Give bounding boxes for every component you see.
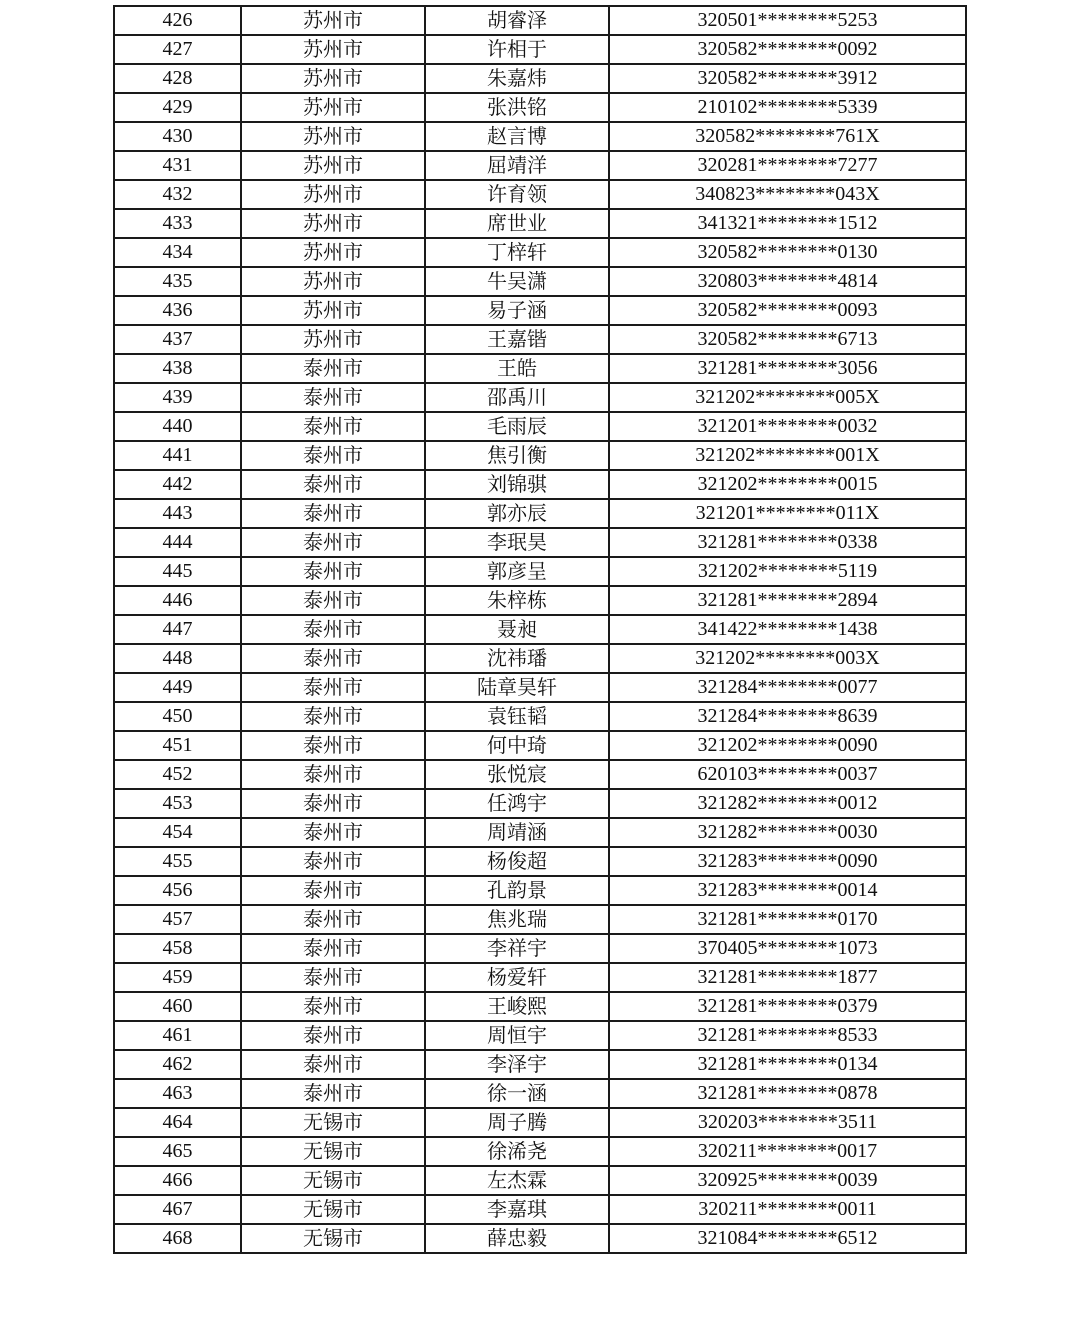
table-row bbox=[114, 644, 966, 673]
city-cell: 无锡市 bbox=[241, 1224, 425, 1253]
table-row bbox=[114, 151, 966, 180]
id-number-cell: 321282********0030 bbox=[609, 818, 966, 847]
name-cell: 杨爱轩 bbox=[425, 963, 609, 992]
city-cell: 苏州市 bbox=[241, 93, 425, 122]
table-row bbox=[114, 789, 966, 818]
name-cell: 朱嘉炜 bbox=[425, 64, 609, 93]
id-number-cell: 321202********0015 bbox=[609, 470, 966, 499]
city-cell: 泰州市 bbox=[241, 789, 425, 818]
id-number-cell: 321202********003X bbox=[609, 644, 966, 673]
id-number-cell: 210102********5339 bbox=[609, 93, 966, 122]
id-number-cell: 320501********5253 bbox=[609, 6, 966, 35]
id-number-cell: 320925********0039 bbox=[609, 1166, 966, 1195]
city-cell: 泰州市 bbox=[241, 528, 425, 557]
name-cell: 胡睿泽 bbox=[425, 6, 609, 35]
city-cell: 泰州市 bbox=[241, 760, 425, 789]
id-number-cell: 321281********8533 bbox=[609, 1021, 966, 1050]
row-number-cell: 440 bbox=[114, 412, 241, 441]
table-row bbox=[114, 354, 966, 383]
table-row bbox=[114, 93, 966, 122]
name-cell: 李珉昊 bbox=[425, 528, 609, 557]
table-row bbox=[114, 1195, 966, 1224]
row-number-cell: 465 bbox=[114, 1137, 241, 1166]
id-number-cell: 321284********0077 bbox=[609, 673, 966, 702]
table-row bbox=[114, 6, 966, 35]
id-number-cell: 321202********0090 bbox=[609, 731, 966, 760]
id-number-cell: 320582********3912 bbox=[609, 64, 966, 93]
row-number-cell: 430 bbox=[114, 122, 241, 151]
city-cell: 苏州市 bbox=[241, 267, 425, 296]
table-row bbox=[114, 992, 966, 1021]
roster-table-body bbox=[114, 6, 966, 1253]
row-number-cell: 461 bbox=[114, 1021, 241, 1050]
name-cell: 张悦宸 bbox=[425, 760, 609, 789]
name-cell: 朱梓栋 bbox=[425, 586, 609, 615]
city-cell: 苏州市 bbox=[241, 238, 425, 267]
name-cell: 牛吴潇 bbox=[425, 267, 609, 296]
city-cell: 泰州市 bbox=[241, 383, 425, 412]
row-number-cell: 448 bbox=[114, 644, 241, 673]
table-row bbox=[114, 383, 966, 412]
name-cell: 孔韵景 bbox=[425, 876, 609, 905]
row-number-cell: 468 bbox=[114, 1224, 241, 1253]
city-cell: 泰州市 bbox=[241, 470, 425, 499]
name-cell: 屈靖洋 bbox=[425, 151, 609, 180]
id-number-cell: 320211********0011 bbox=[609, 1195, 966, 1224]
city-cell: 苏州市 bbox=[241, 122, 425, 151]
name-cell: 周恒宇 bbox=[425, 1021, 609, 1050]
table-row bbox=[114, 702, 966, 731]
id-number-cell: 320281********7277 bbox=[609, 151, 966, 180]
row-number-cell: 441 bbox=[114, 441, 241, 470]
city-cell: 泰州市 bbox=[241, 818, 425, 847]
row-number-cell: 445 bbox=[114, 557, 241, 586]
city-cell: 泰州市 bbox=[241, 586, 425, 615]
city-cell: 泰州市 bbox=[241, 1079, 425, 1108]
id-number-cell: 341422********1438 bbox=[609, 615, 966, 644]
table-row bbox=[114, 731, 966, 760]
id-number-cell: 320211********0017 bbox=[609, 1137, 966, 1166]
id-number-cell: 320582********761X bbox=[609, 122, 966, 151]
id-number-cell: 321281********3056 bbox=[609, 354, 966, 383]
name-cell: 毛雨辰 bbox=[425, 412, 609, 441]
city-cell: 泰州市 bbox=[241, 412, 425, 441]
city-cell: 苏州市 bbox=[241, 180, 425, 209]
name-cell: 丁梓轩 bbox=[425, 238, 609, 267]
id-number-cell: 321284********8639 bbox=[609, 702, 966, 731]
name-cell: 焦引衡 bbox=[425, 441, 609, 470]
table-row bbox=[114, 760, 966, 789]
table-row bbox=[114, 557, 966, 586]
row-number-cell: 442 bbox=[114, 470, 241, 499]
name-cell: 左杰霖 bbox=[425, 1166, 609, 1195]
row-number-cell: 464 bbox=[114, 1108, 241, 1137]
city-cell: 苏州市 bbox=[241, 325, 425, 354]
id-number-cell: 341321********1512 bbox=[609, 209, 966, 238]
city-cell: 泰州市 bbox=[241, 615, 425, 644]
city-cell: 泰州市 bbox=[241, 963, 425, 992]
row-number-cell: 437 bbox=[114, 325, 241, 354]
table-row bbox=[114, 963, 966, 992]
row-number-cell: 456 bbox=[114, 876, 241, 905]
city-cell: 泰州市 bbox=[241, 731, 425, 760]
table-row bbox=[114, 1166, 966, 1195]
id-number-cell: 321283********0090 bbox=[609, 847, 966, 876]
row-number-cell: 449 bbox=[114, 673, 241, 702]
name-cell: 任鸿宇 bbox=[425, 789, 609, 818]
table-row bbox=[114, 180, 966, 209]
row-number-cell: 454 bbox=[114, 818, 241, 847]
table-row bbox=[114, 1050, 966, 1079]
name-cell: 王峻熙 bbox=[425, 992, 609, 1021]
city-cell: 苏州市 bbox=[241, 151, 425, 180]
row-number-cell: 434 bbox=[114, 238, 241, 267]
roster-table bbox=[113, 5, 967, 1254]
table-row bbox=[114, 209, 966, 238]
table-row bbox=[114, 673, 966, 702]
table-row bbox=[114, 1137, 966, 1166]
row-number-cell: 447 bbox=[114, 615, 241, 644]
city-cell: 无锡市 bbox=[241, 1195, 425, 1224]
table-row bbox=[114, 905, 966, 934]
city-cell: 泰州市 bbox=[241, 876, 425, 905]
name-cell: 邵禹川 bbox=[425, 383, 609, 412]
roster-sheet bbox=[113, 5, 965, 1254]
city-cell: 苏州市 bbox=[241, 64, 425, 93]
city-cell: 泰州市 bbox=[241, 905, 425, 934]
row-number-cell: 458 bbox=[114, 934, 241, 963]
name-cell: 许育领 bbox=[425, 180, 609, 209]
row-number-cell: 463 bbox=[114, 1079, 241, 1108]
id-number-cell: 320203********3511 bbox=[609, 1108, 966, 1137]
name-cell: 赵言博 bbox=[425, 122, 609, 151]
id-number-cell: 320803********4814 bbox=[609, 267, 966, 296]
id-number-cell: 320582********0093 bbox=[609, 296, 966, 325]
id-number-cell: 620103********0037 bbox=[609, 760, 966, 789]
name-cell: 袁钰韬 bbox=[425, 702, 609, 731]
table-row bbox=[114, 1021, 966, 1050]
city-cell: 泰州市 bbox=[241, 673, 425, 702]
row-number-cell: 428 bbox=[114, 64, 241, 93]
city-cell: 苏州市 bbox=[241, 296, 425, 325]
table-row bbox=[114, 1108, 966, 1137]
id-number-cell: 321202********005X bbox=[609, 383, 966, 412]
id-number-cell: 321201********0032 bbox=[609, 412, 966, 441]
name-cell: 聂昶 bbox=[425, 615, 609, 644]
id-number-cell: 320582********0092 bbox=[609, 35, 966, 64]
name-cell: 徐浠尧 bbox=[425, 1137, 609, 1166]
table-row bbox=[114, 615, 966, 644]
row-number-cell: 435 bbox=[114, 267, 241, 296]
table-row bbox=[114, 818, 966, 847]
id-number-cell: 321281********2894 bbox=[609, 586, 966, 615]
id-number-cell: 370405********1073 bbox=[609, 934, 966, 963]
table-row bbox=[114, 934, 966, 963]
row-number-cell: 453 bbox=[114, 789, 241, 818]
row-number-cell: 457 bbox=[114, 905, 241, 934]
row-number-cell: 438 bbox=[114, 354, 241, 383]
row-number-cell: 446 bbox=[114, 586, 241, 615]
id-number-cell: 321281********0134 bbox=[609, 1050, 966, 1079]
city-cell: 泰州市 bbox=[241, 1021, 425, 1050]
city-cell: 无锡市 bbox=[241, 1137, 425, 1166]
id-number-cell: 320582********6713 bbox=[609, 325, 966, 354]
city-cell: 无锡市 bbox=[241, 1166, 425, 1195]
row-number-cell: 427 bbox=[114, 35, 241, 64]
row-number-cell: 432 bbox=[114, 180, 241, 209]
name-cell: 张洪铭 bbox=[425, 93, 609, 122]
id-number-cell: 321084********6512 bbox=[609, 1224, 966, 1253]
name-cell: 李泽宇 bbox=[425, 1050, 609, 1079]
name-cell: 郭彦呈 bbox=[425, 557, 609, 586]
row-number-cell: 467 bbox=[114, 1195, 241, 1224]
name-cell: 沈祎璠 bbox=[425, 644, 609, 673]
name-cell: 何中琦 bbox=[425, 731, 609, 760]
table-row bbox=[114, 528, 966, 557]
table-row bbox=[114, 470, 966, 499]
table-row bbox=[114, 441, 966, 470]
table-row bbox=[114, 1224, 966, 1253]
city-cell: 泰州市 bbox=[241, 644, 425, 673]
city-cell: 无锡市 bbox=[241, 1108, 425, 1137]
row-number-cell: 451 bbox=[114, 731, 241, 760]
name-cell: 李祥宇 bbox=[425, 934, 609, 963]
id-number-cell: 320582********0130 bbox=[609, 238, 966, 267]
id-number-cell: 321201********011X bbox=[609, 499, 966, 528]
table-row bbox=[114, 412, 966, 441]
name-cell: 徐一涵 bbox=[425, 1079, 609, 1108]
table-row bbox=[114, 499, 966, 528]
city-cell: 泰州市 bbox=[241, 992, 425, 1021]
city-cell: 苏州市 bbox=[241, 6, 425, 35]
city-cell: 泰州市 bbox=[241, 441, 425, 470]
name-cell: 许相于 bbox=[425, 35, 609, 64]
row-number-cell: 462 bbox=[114, 1050, 241, 1079]
row-number-cell: 452 bbox=[114, 760, 241, 789]
city-cell: 泰州市 bbox=[241, 847, 425, 876]
table-row bbox=[114, 325, 966, 354]
row-number-cell: 466 bbox=[114, 1166, 241, 1195]
id-number-cell: 321281********1877 bbox=[609, 963, 966, 992]
city-cell: 苏州市 bbox=[241, 209, 425, 238]
name-cell: 王嘉锴 bbox=[425, 325, 609, 354]
id-number-cell: 321202********001X bbox=[609, 441, 966, 470]
id-number-cell: 321281********0878 bbox=[609, 1079, 966, 1108]
table-row bbox=[114, 64, 966, 93]
city-cell: 苏州市 bbox=[241, 35, 425, 64]
id-number-cell: 321281********0170 bbox=[609, 905, 966, 934]
table-row bbox=[114, 876, 966, 905]
name-cell: 周靖涵 bbox=[425, 818, 609, 847]
name-cell: 陆章昊轩 bbox=[425, 673, 609, 702]
city-cell: 泰州市 bbox=[241, 702, 425, 731]
name-cell: 王皓 bbox=[425, 354, 609, 383]
row-number-cell: 433 bbox=[114, 209, 241, 238]
row-number-cell: 439 bbox=[114, 383, 241, 412]
city-cell: 泰州市 bbox=[241, 557, 425, 586]
row-number-cell: 429 bbox=[114, 93, 241, 122]
table-row bbox=[114, 35, 966, 64]
name-cell: 易子涵 bbox=[425, 296, 609, 325]
table-row bbox=[114, 296, 966, 325]
row-number-cell: 455 bbox=[114, 847, 241, 876]
id-number-cell: 340823********043X bbox=[609, 180, 966, 209]
row-number-cell: 444 bbox=[114, 528, 241, 557]
id-number-cell: 321202********5119 bbox=[609, 557, 966, 586]
row-number-cell: 460 bbox=[114, 992, 241, 1021]
row-number-cell: 436 bbox=[114, 296, 241, 325]
name-cell: 杨俊超 bbox=[425, 847, 609, 876]
name-cell: 郭亦辰 bbox=[425, 499, 609, 528]
name-cell: 席世业 bbox=[425, 209, 609, 238]
id-number-cell: 321283********0014 bbox=[609, 876, 966, 905]
row-number-cell: 431 bbox=[114, 151, 241, 180]
id-number-cell: 321281********0338 bbox=[609, 528, 966, 557]
name-cell: 李嘉琪 bbox=[425, 1195, 609, 1224]
row-number-cell: 450 bbox=[114, 702, 241, 731]
table-row bbox=[114, 847, 966, 876]
name-cell: 薛忠毅 bbox=[425, 1224, 609, 1253]
table-row bbox=[114, 267, 966, 296]
city-cell: 泰州市 bbox=[241, 354, 425, 383]
row-number-cell: 443 bbox=[114, 499, 241, 528]
city-cell: 泰州市 bbox=[241, 934, 425, 963]
row-number-cell: 459 bbox=[114, 963, 241, 992]
table-row bbox=[114, 586, 966, 615]
city-cell: 泰州市 bbox=[241, 1050, 425, 1079]
id-number-cell: 321282********0012 bbox=[609, 789, 966, 818]
id-number-cell: 321281********0379 bbox=[609, 992, 966, 1021]
name-cell: 刘锦骐 bbox=[425, 470, 609, 499]
name-cell: 周子腾 bbox=[425, 1108, 609, 1137]
row-number-cell: 426 bbox=[114, 6, 241, 35]
table-row bbox=[114, 122, 966, 151]
name-cell: 焦兆瑞 bbox=[425, 905, 609, 934]
table-row bbox=[114, 1079, 966, 1108]
table-row bbox=[114, 238, 966, 267]
city-cell: 泰州市 bbox=[241, 499, 425, 528]
